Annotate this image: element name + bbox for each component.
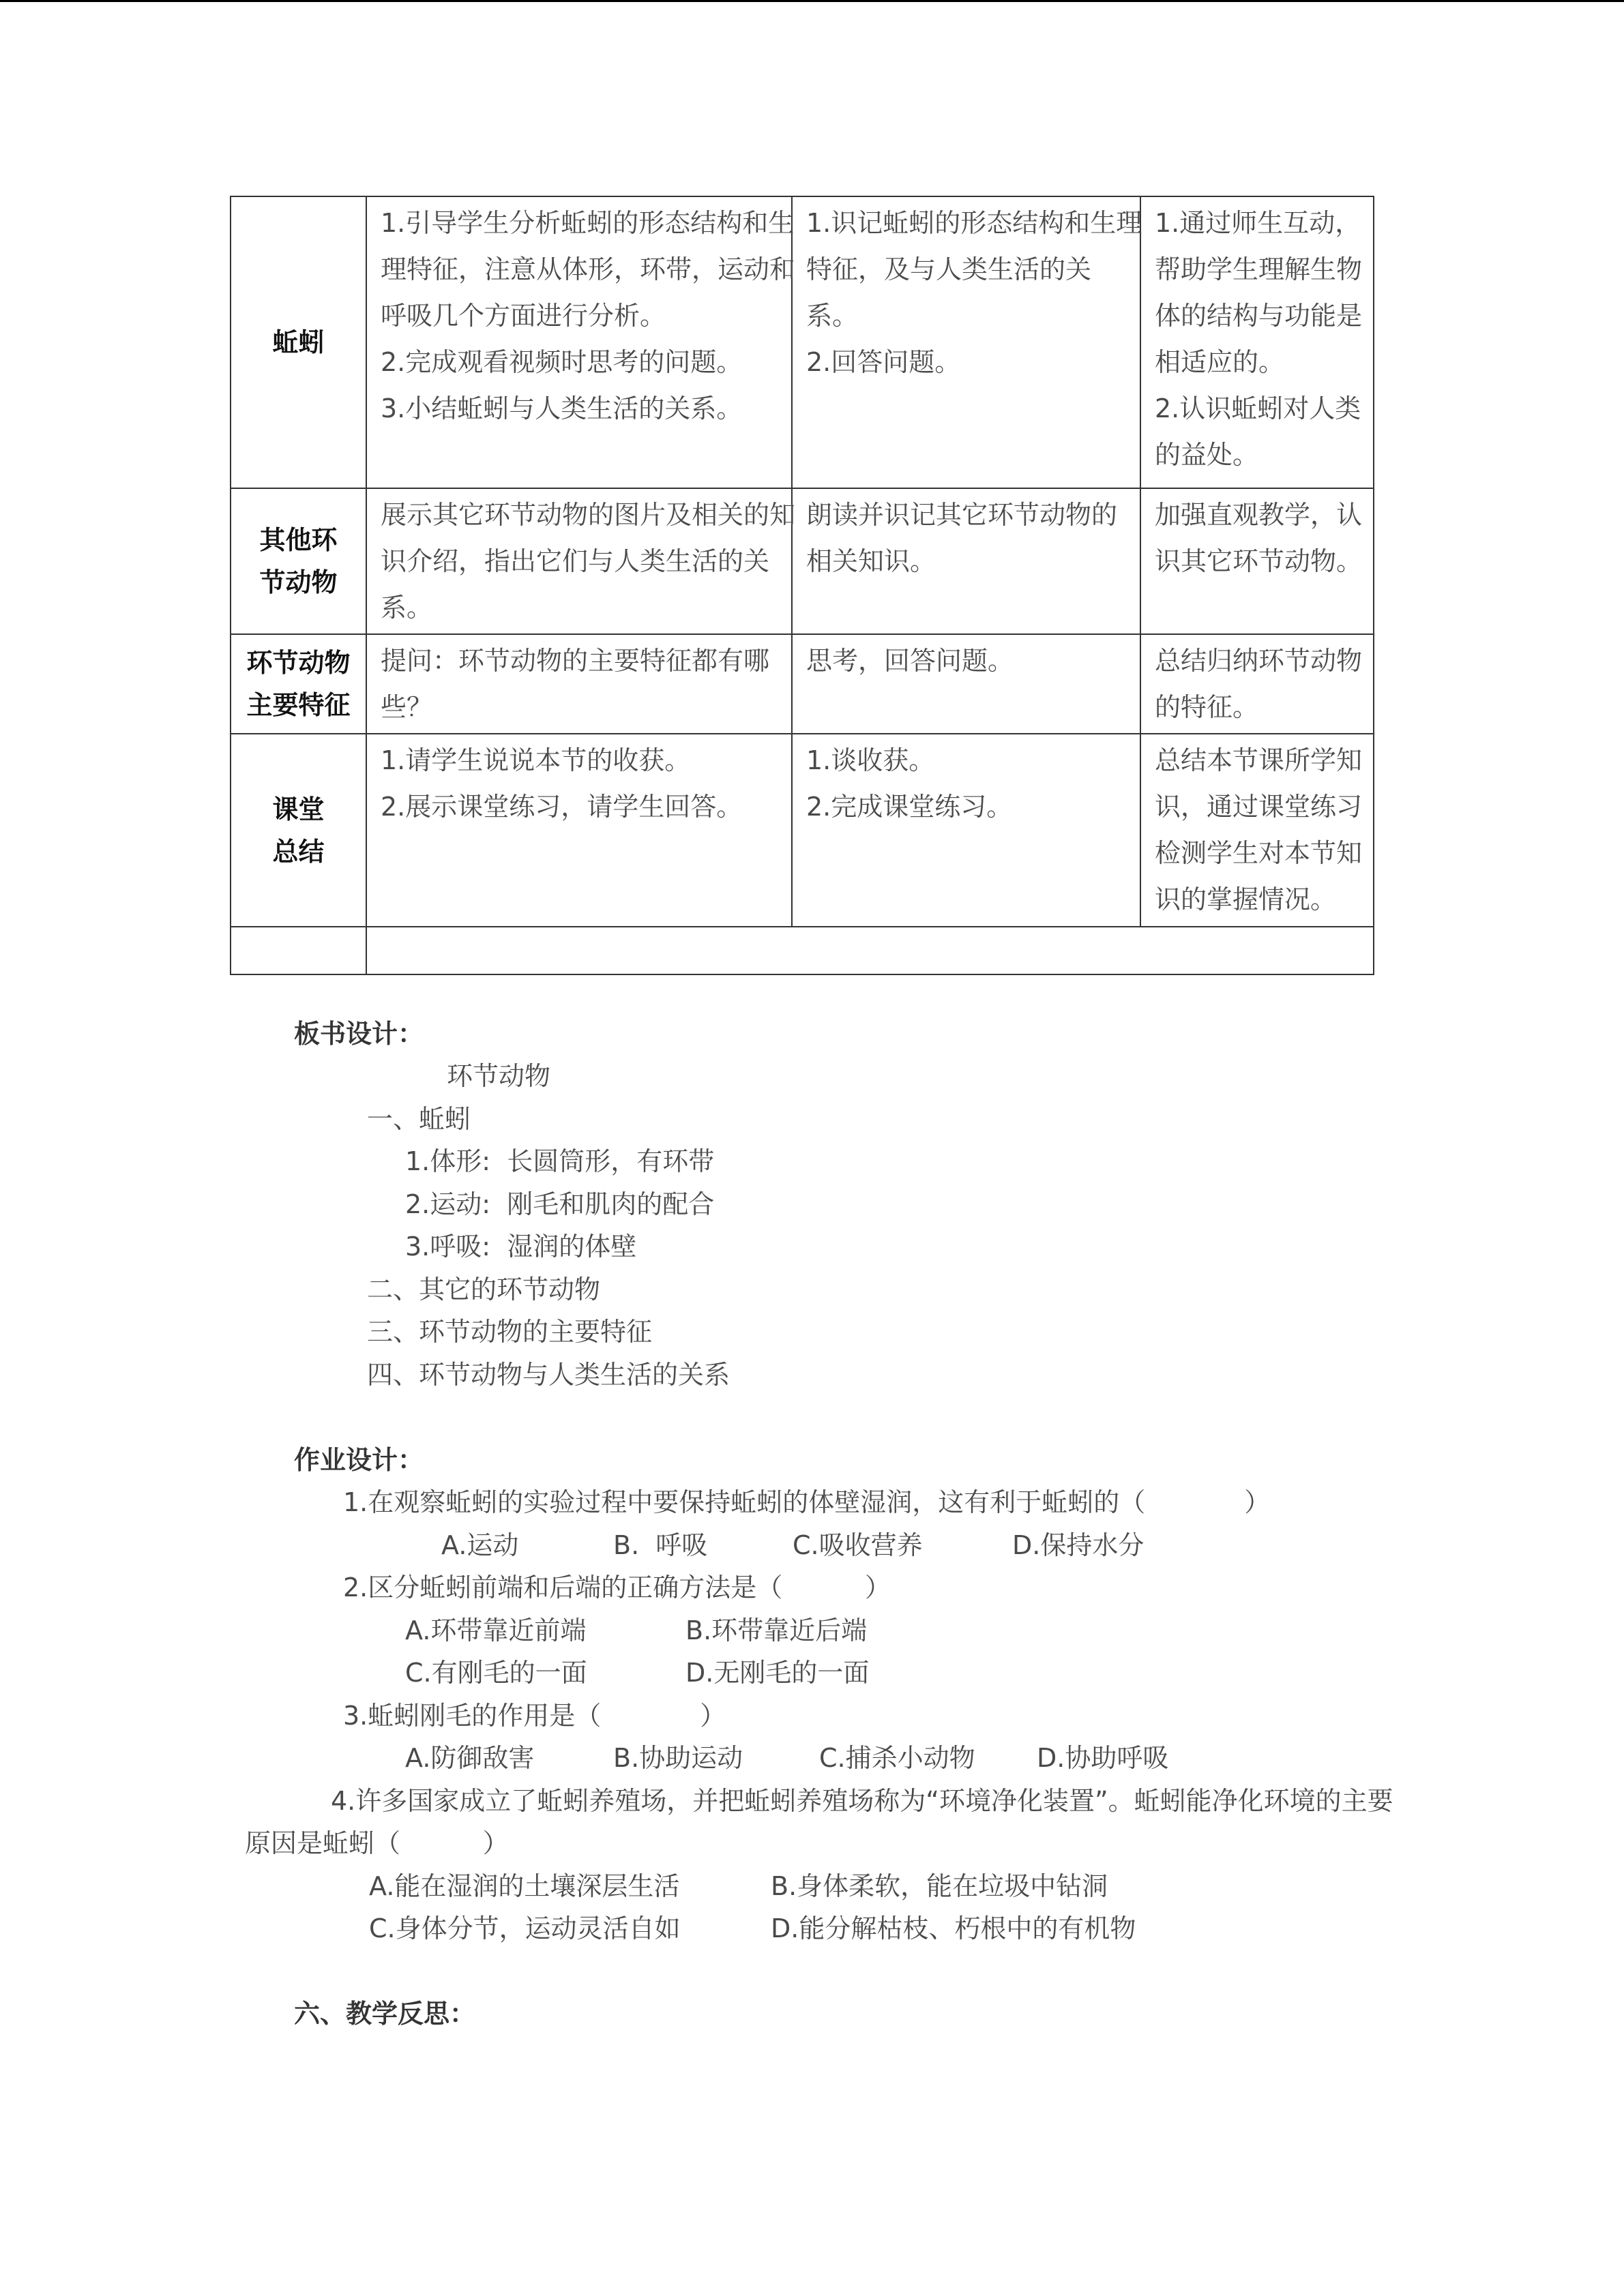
answer-option: A.环带靠近前端 [405, 1615, 587, 1645]
teaching-reflection-heading: 六、教学反思： [294, 1999, 476, 2029]
empty-cell [231, 927, 366, 974]
text-line: 系。 [381, 593, 433, 623]
text-line: 的特征。 [1155, 692, 1259, 722]
board-title: 环节动物 [447, 1061, 551, 1091]
text-line: 3.小结蚯蚓与人类生活的关系。 [381, 393, 743, 423]
text-line: 识其它环节动物。 [1155, 546, 1363, 576]
text-line: 展示其它环节动物的图片及相关的知 [381, 500, 796, 530]
answer-option: B.环带靠近后端 [685, 1615, 868, 1645]
answer-option: C.身体分节，运动灵活自如 [369, 1913, 681, 1943]
text-line: 识，通过课堂练习 [1155, 792, 1363, 822]
answer-option: C.吸收营养 [793, 1530, 923, 1560]
lesson-process-table [230, 196, 1374, 975]
answer-option: D.能分解枯枝、朽根中的有机物 [771, 1913, 1136, 1943]
text-line: 2.认识蚯蚓对人类 [1155, 393, 1361, 423]
text-line: 总结本节课所学知 [1155, 745, 1363, 775]
row-heading: 课堂 [272, 794, 325, 824]
board-section: 三、环节动物的主要特征 [367, 1317, 653, 1347]
row-heading-cell [231, 196, 366, 488]
table-row [231, 634, 1374, 734]
answer-option: A.能在湿润的土壤深层生活 [369, 1871, 680, 1901]
text-line: 些？ [381, 692, 433, 722]
board-section: 四、环节动物与人类生活的关系 [367, 1360, 730, 1390]
text-line: 特征，及与人类生活的关 [806, 254, 1092, 284]
empty-cell [366, 927, 1374, 974]
homework-heading: 作业设计： [294, 1445, 424, 1475]
text-line: 提问：环节动物的主要特征都有哪 [381, 646, 770, 676]
board-subitem: 2.运动: 刚毛和肌肉的配合 [405, 1189, 715, 1219]
answer-option: B. 呼吸 [613, 1530, 708, 1560]
text-line: 1.请学生说说本节的收获。 [381, 745, 691, 775]
student-activity-cell [792, 734, 1140, 927]
text-line: 加强直观教学，认 [1155, 500, 1363, 530]
answer-option: D.协助呼吸 [1037, 1743, 1169, 1773]
board-design-heading: 板书设计： [294, 1019, 424, 1049]
design-intent-cell [1140, 734, 1374, 927]
teacher-activity-cell [366, 196, 796, 488]
row-heading-cell [231, 634, 366, 734]
answer-option: C.有刚毛的一面 [405, 1658, 587, 1688]
student-activity-cell [792, 634, 1140, 734]
text-line: 识的掌握情况。 [1155, 884, 1337, 914]
board-subitem: 3.呼吸: 湿润的体壁 [405, 1232, 637, 1262]
text-line: 朗读并识记其它环节动物的 [806, 500, 1118, 530]
question-text: 原因是蚯蚓（ ） [245, 1828, 509, 1858]
text-line: 理特征，注意从体形，环带，运动和 [381, 254, 796, 284]
design-intent-cell [1140, 488, 1374, 634]
text-line: 1.谈收获。 [806, 745, 935, 775]
question-text: 2.区分蚯蚓前端和后端的正确方法是（ ） [343, 1572, 891, 1602]
text-line: 识介绍，指出它们与人类生活的关 [381, 546, 770, 576]
question-text: 4.许多国家成立了蚯蚓养殖场，并把蚯蚓养殖场称为“环境净化装置”。蚯蚓能净化环境的主要 [331, 1786, 1393, 1816]
table-row [231, 196, 1374, 488]
text-line: 1.通过师生互动， [1155, 208, 1361, 238]
text-line: 体的结构与功能是 [1155, 301, 1363, 331]
text-line: 思考，回答问题。 [806, 646, 1014, 676]
text-line: 2.完成课堂练习。 [806, 792, 1013, 822]
student-activity-cell [792, 488, 1140, 634]
text-line: 2.展示课堂练习，请学生回答。 [381, 792, 743, 822]
answer-option: A.运动 [441, 1530, 519, 1560]
answer-option: D.保持水分 [1012, 1530, 1145, 1560]
text-line: 总结归纳环节动物 [1155, 646, 1363, 676]
text-line: 相关知识。 [806, 546, 936, 576]
row-heading-cell [231, 734, 366, 927]
row-heading: 节动物 [259, 567, 338, 597]
design-intent-cell [1140, 634, 1374, 734]
table-row [231, 488, 1374, 634]
question-text: 3.蚯蚓刚毛的作用是（ ） [343, 1701, 726, 1731]
text-line: 系。 [806, 301, 859, 331]
board-section: 二、其它的环节动物 [367, 1274, 601, 1304]
text-line: 1.识记蚯蚓的形态结构和生理 [806, 208, 1142, 238]
question-text: 1.在观察蚯蚓的实验过程中要保持蚯蚓的体壁湿润，这有利于蚯蚓的（ ） [343, 1487, 1271, 1517]
board-subitem: 1.体形: 长圆筒形，有环带 [405, 1146, 715, 1176]
board-section: 一、蚯蚓 [367, 1104, 471, 1134]
text-line: 呼吸几个方面进行分析。 [381, 301, 666, 331]
text-line: 帮助学生理解生物 [1155, 254, 1363, 284]
page-top-border [0, 0, 1624, 2]
teacher-activity-cell [366, 734, 792, 927]
answer-option: C.捕杀小动物 [819, 1743, 975, 1773]
answer-option: B.协助运动 [613, 1743, 743, 1773]
table-row [231, 734, 1374, 927]
row-heading: 主要特征 [246, 690, 351, 720]
answer-option: B.身体柔软，能在垃圾中钻洞 [771, 1871, 1108, 1901]
answer-option: A.防御敌害 [405, 1743, 535, 1773]
text-line: 检测学生对本节知 [1155, 838, 1363, 868]
table-row-empty [231, 927, 1374, 974]
answer-option: D.无刚毛的一面 [685, 1658, 870, 1688]
row-heading: 总结 [272, 836, 325, 867]
teacher-activity-cell [366, 488, 796, 634]
row-heading: 其他环 [259, 525, 338, 555]
text-line: 相适应的。 [1155, 347, 1285, 377]
row-heading-cell [231, 488, 366, 634]
text-line: 的益处。 [1155, 440, 1259, 470]
teacher-activity-cell [366, 634, 792, 734]
row-heading: 环节动物 [246, 648, 351, 678]
text-line: 2.回答问题。 [806, 347, 961, 377]
student-activity-cell [792, 196, 1140, 488]
row-heading: 蚯蚓 [272, 327, 325, 357]
text-line: 2.完成观看视频时思考的问题。 [381, 347, 743, 377]
design-intent-cell [1140, 196, 1374, 488]
text-line: 1.引导学生分析蚯蚓的形态结构和生 [381, 208, 795, 238]
